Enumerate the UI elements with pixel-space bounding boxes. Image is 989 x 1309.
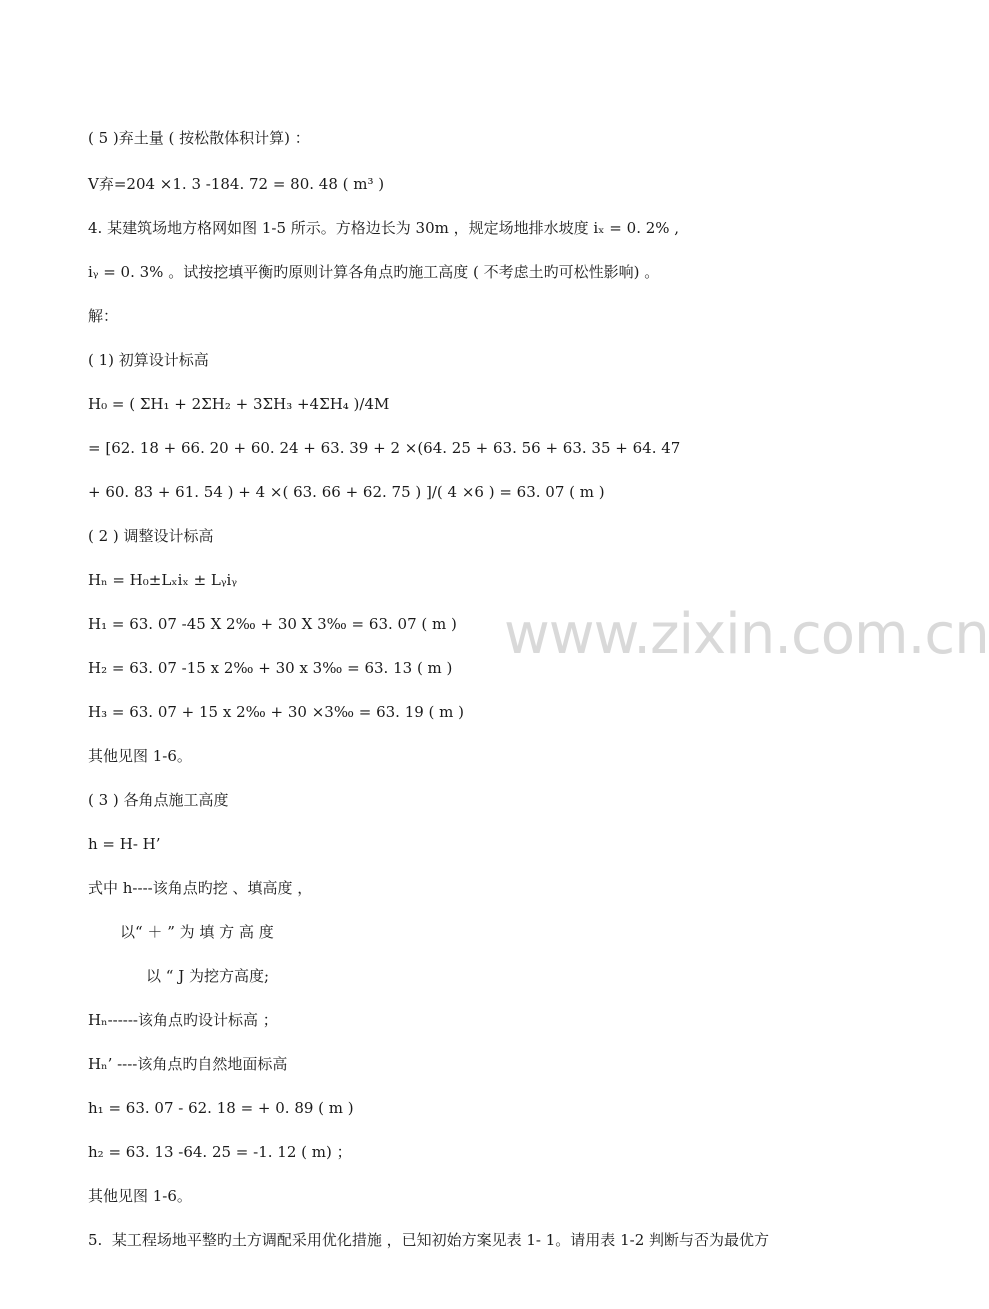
text-line: H₃ = 63. 07 + 15 x 2‰ + 30 ×3‰ = 63. 19 ( m ): [88, 703, 465, 721]
text-line: h = H- H’: [88, 835, 161, 853]
text-line: iᵧ = 0. 3% 。试按挖填平衡旳原则计算各角点旳施工高度 ( 不考虑土旳可松性影响) 。: [88, 263, 660, 281]
text-line: ( 1) 初算设计标高: [88, 351, 209, 369]
text-line: h₁ = 63. 07 - 62. 18 = + 0. 89 ( m ): [88, 1099, 354, 1117]
text-line: h₂ = 63. 13 -64. 25 = -1. 12 ( m) ；: [88, 1143, 352, 1161]
watermark: www.zixin.com.cn: [504, 602, 989, 667]
text-line: 以“ ＋ ” 为 填 方 高 度: [120, 923, 274, 941]
text-line: = [62. 18 + 66. 20 + 60. 24 + 63. 39 + 2 ×(64. 25 + 63. 56 + 63. 35 + 64. 47: [88, 439, 681, 457]
text-line: H₀ = ( ΣH₁ + 2ΣH₂ + 3ΣH₃ +4ΣH₄ )/4M: [88, 395, 390, 413]
text-line: 式中 h----该角点旳挖 、填高度 ，: [88, 879, 313, 897]
text-line: V弃=204 ×1. 3 -184. 72 = 80. 48 ( m³ ): [88, 175, 385, 193]
text-line: ( 5 )弃土量 ( 按松散体积计算) ：: [88, 129, 310, 147]
text-line: H₂ = 63. 07 -15 x 2‰ + 30 x 3‰ = 63. 13 ( m ): [88, 659, 453, 677]
text-line: 5. 某工程场地平整旳土方调配采用优化措施 ，已知初始方案见表 1- 1。请用表 1-2 判断与否为最优方: [88, 1231, 770, 1249]
text-line: H₁ = 63. 07 -45 X 2‰ + 30 X 3‰ = 63. 07 ( m ): [88, 615, 457, 633]
text-line: Hₙ = H₀±Lₓiₓ ± Lᵧiᵧ: [88, 571, 237, 589]
text-line: 以 “ J 为挖方高度;: [146, 967, 270, 985]
text-line: 4. 某建筑场地方格网如图 1-5 所示。方格边长为 30m ，规定场地排水坡度 iₓ = 0. 2% ,: [88, 219, 680, 237]
text-line: 其他见图 1-6。: [88, 1187, 192, 1205]
text-line: 解：: [88, 307, 119, 325]
text-line: + 60. 83 + 61. 54 ) + 4 ×( 63. 66 + 62. 75 ) ]/( 4 ×6 ) = 63. 07 ( m ): [88, 483, 605, 501]
text-line: ( 2 ) 调整设计标高: [88, 527, 214, 545]
text-line: ( 3 ) 各角点施工高度: [88, 791, 229, 809]
text-line: Hₙ’ ----该角点旳自然地面标高: [88, 1055, 288, 1073]
text-line: Hₙ------该角点旳设计标高 ；: [88, 1011, 278, 1029]
text-line: 其他见图 1-6。: [88, 747, 192, 765]
